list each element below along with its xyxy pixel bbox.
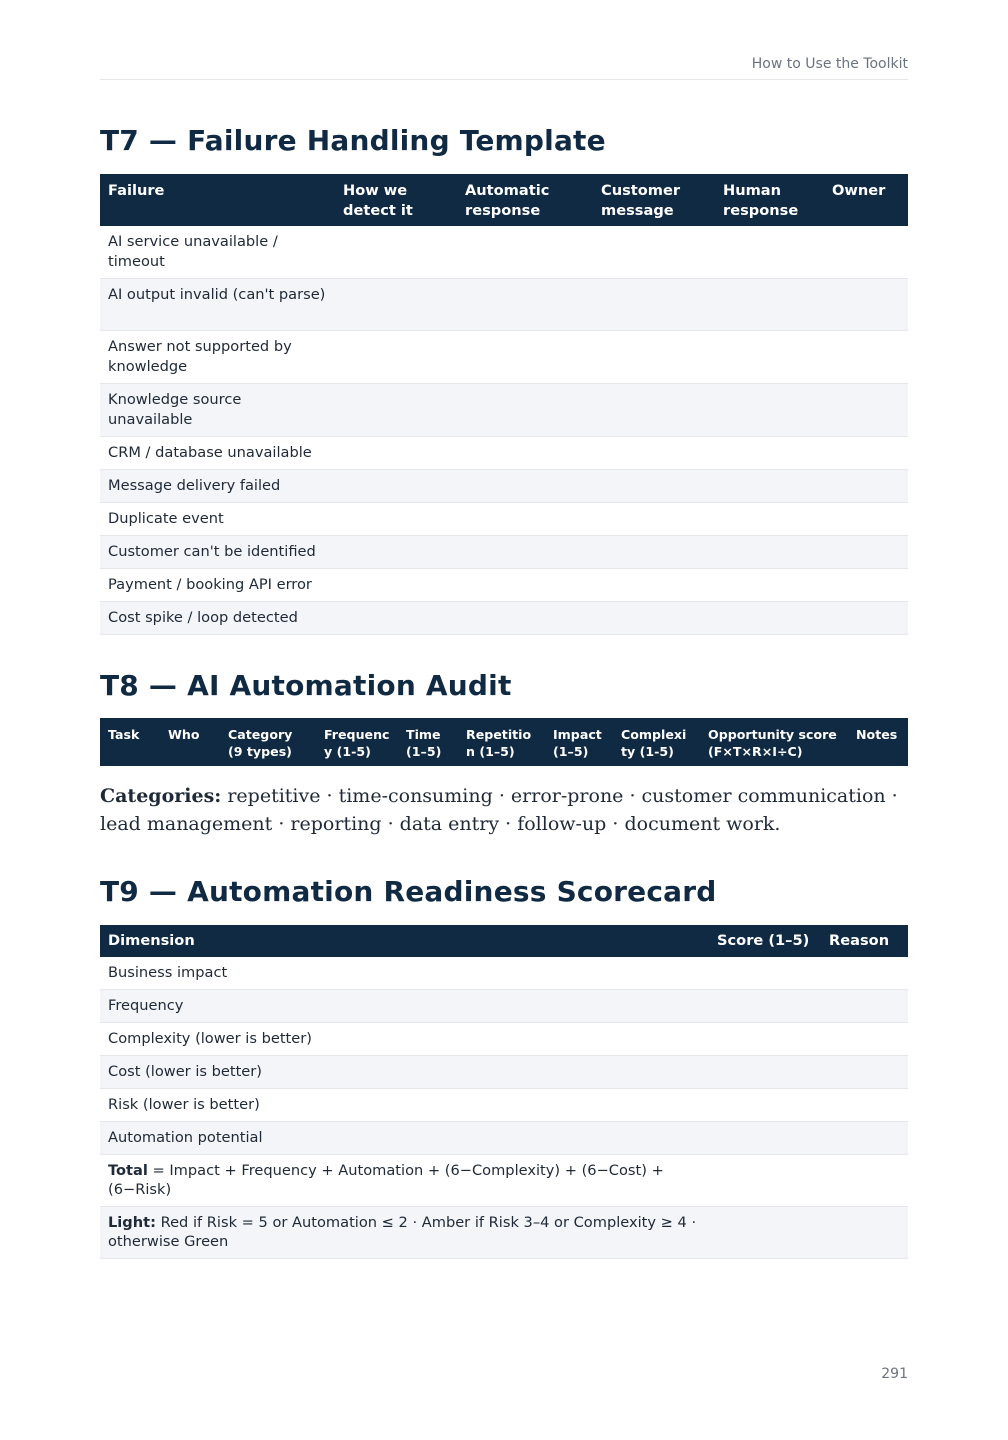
empty-cell: [824, 569, 908, 602]
empty-cell: [593, 536, 715, 569]
table-header-row: [100, 174, 908, 226]
empty-cell: [335, 536, 457, 569]
dimension-cell: Frequency: [100, 990, 709, 1023]
failure-cell: AI output invalid (can't parse): [100, 279, 335, 331]
empty-cell: [709, 990, 821, 1023]
column-header: Complexity (1-5): [613, 718, 700, 766]
automation-audit-table: [100, 718, 908, 766]
table-row: [100, 1207, 908, 1259]
empty-cell: [335, 470, 457, 503]
empty-cell: [457, 226, 593, 279]
table-row: [100, 957, 908, 990]
table-row: [100, 1155, 908, 1207]
light-rule-cell: [100, 1207, 709, 1259]
empty-cell: [593, 602, 715, 635]
categories-note: [100, 782, 910, 838]
table-row: [100, 226, 908, 279]
empty-cell: [709, 1155, 821, 1207]
empty-cell: [824, 437, 908, 470]
empty-cell: [457, 437, 593, 470]
empty-cell: [593, 437, 715, 470]
empty-cell: [821, 1023, 908, 1056]
column-header: Customer message: [593, 174, 715, 226]
empty-cell: [715, 602, 824, 635]
t7-title: T7 — Failure Handling Template: [100, 124, 606, 157]
empty-cell: [335, 569, 457, 602]
failure-cell: Cost spike / loop detected: [100, 602, 335, 635]
column-header: Automatic response: [457, 174, 593, 226]
empty-cell: [457, 384, 593, 437]
header-divider: [100, 79, 908, 80]
empty-cell: [457, 279, 593, 331]
empty-cell: [715, 536, 824, 569]
empty-cell: [709, 1089, 821, 1122]
column-header: Reason: [821, 925, 908, 957]
empty-cell: [715, 384, 824, 437]
total-formula: = Impact + Frequency + Automation + (6−Complexity) + (6−Cost) + (6−Risk): [108, 1162, 664, 1198]
table-row: [100, 1122, 908, 1155]
empty-cell: [335, 437, 457, 470]
empty-cell: [821, 1089, 908, 1122]
empty-cell: [593, 279, 715, 331]
empty-cell: [709, 1122, 821, 1155]
empty-cell: [824, 602, 908, 635]
column-header: How we detect it: [335, 174, 457, 226]
dimension-cell: Cost (lower is better): [100, 1056, 709, 1089]
empty-cell: [593, 470, 715, 503]
empty-cell: [715, 470, 824, 503]
total-label: Total: [108, 1162, 148, 1179]
empty-cell: [715, 437, 824, 470]
empty-cell: [593, 384, 715, 437]
table-row: [100, 536, 908, 569]
empty-cell: [593, 503, 715, 536]
empty-cell: [821, 1122, 908, 1155]
empty-cell: [824, 279, 908, 331]
empty-cell: [709, 1023, 821, 1056]
table-row: [100, 1056, 908, 1089]
empty-cell: [593, 569, 715, 602]
table-row: [100, 1023, 908, 1056]
table-row: [100, 437, 908, 470]
empty-cell: [824, 536, 908, 569]
readiness-scorecard-table: [100, 925, 908, 1259]
column-header: Task: [100, 718, 160, 766]
column-header: Who: [160, 718, 220, 766]
failure-cell: CRM / database unavailable: [100, 437, 335, 470]
column-header: Impact (1–5): [545, 718, 613, 766]
dimension-cell: Risk (lower is better): [100, 1089, 709, 1122]
column-header: Frequency (1-5): [316, 718, 398, 766]
empty-cell: [457, 602, 593, 635]
failure-cell: AI service unavailable / timeout: [100, 226, 335, 279]
total-formula-cell: [100, 1155, 709, 1207]
table-row: [100, 990, 908, 1023]
empty-cell: [457, 569, 593, 602]
table-row: [100, 602, 908, 635]
empty-cell: [457, 470, 593, 503]
failure-cell: Customer can't be identified: [100, 536, 335, 569]
column-header: Time (1–5): [398, 718, 458, 766]
table-row: [100, 569, 908, 602]
column-header: Repetition (1–5): [458, 718, 545, 766]
running-header: How to Use the Toolkit: [751, 56, 908, 72]
failure-cell: Payment / booking API error: [100, 569, 335, 602]
page-number: 291: [881, 1366, 908, 1382]
failure-cell: Message delivery failed: [100, 470, 335, 503]
dimension-cell: Complexity (lower is better): [100, 1023, 709, 1056]
failure-cell: Duplicate event: [100, 503, 335, 536]
failure-cell: Knowledge source unavailable: [100, 384, 335, 437]
empty-cell: [709, 1056, 821, 1089]
empty-cell: [335, 226, 457, 279]
empty-cell: [821, 1207, 908, 1259]
empty-cell: [824, 470, 908, 503]
empty-cell: [457, 503, 593, 536]
empty-cell: [335, 602, 457, 635]
empty-cell: [824, 503, 908, 536]
light-rule: Red if Risk = 5 or Automation ≤ 2 · Amber if Risk 3–4 or Complexity ≥ 4 · otherwise Green: [108, 1214, 697, 1250]
empty-cell: [593, 226, 715, 279]
empty-cell: [335, 503, 457, 536]
empty-cell: [335, 384, 457, 437]
empty-cell: [824, 384, 908, 437]
empty-cell: [709, 957, 821, 990]
empty-cell: [824, 226, 908, 279]
empty-cell: [824, 331, 908, 384]
empty-cell: [821, 1056, 908, 1089]
categories-label: Categories:: [100, 785, 222, 807]
categories-text: repetitive · time-consuming · error-prone · customer communication · lead management · reporting · data entry · follow-up · document work.: [100, 785, 898, 835]
dimension-cell: Business impact: [100, 957, 709, 990]
t8-title: T8 — AI Automation Audit: [100, 669, 512, 702]
empty-cell: [593, 331, 715, 384]
table-row: [100, 1089, 908, 1122]
empty-cell: [821, 990, 908, 1023]
column-header: Dimension: [100, 925, 709, 957]
empty-cell: [715, 226, 824, 279]
empty-cell: [709, 1207, 821, 1259]
light-label: Light:: [108, 1214, 156, 1231]
dimension-cell: Automation potential: [100, 1122, 709, 1155]
table-row: [100, 331, 908, 384]
table-row: [100, 503, 908, 536]
empty-cell: [821, 957, 908, 990]
table-header-row: [100, 718, 908, 766]
empty-cell: [457, 536, 593, 569]
t9-title: T9 — Automation Readiness Scorecard: [100, 875, 717, 908]
column-header: Score (1–5): [709, 925, 821, 957]
column-header: Category (9 types): [220, 718, 316, 766]
table-header-row: [100, 925, 908, 957]
failure-handling-table: [100, 174, 908, 635]
column-header: Human response: [715, 174, 824, 226]
empty-cell: [715, 503, 824, 536]
column-header: Owner: [824, 174, 908, 226]
empty-cell: [715, 279, 824, 331]
empty-cell: [335, 279, 457, 331]
table-row: [100, 470, 908, 503]
column-header: Notes: [848, 718, 908, 766]
column-header: Opportunity score (F×T×R×I÷C): [700, 718, 848, 766]
failure-cell: Answer not supported by knowledge: [100, 331, 335, 384]
table-row: [100, 279, 908, 331]
empty-cell: [457, 331, 593, 384]
column-header: Failure: [100, 174, 335, 226]
empty-cell: [335, 331, 457, 384]
empty-cell: [715, 569, 824, 602]
empty-cell: [715, 331, 824, 384]
table-row: [100, 384, 908, 437]
empty-cell: [821, 1155, 908, 1207]
